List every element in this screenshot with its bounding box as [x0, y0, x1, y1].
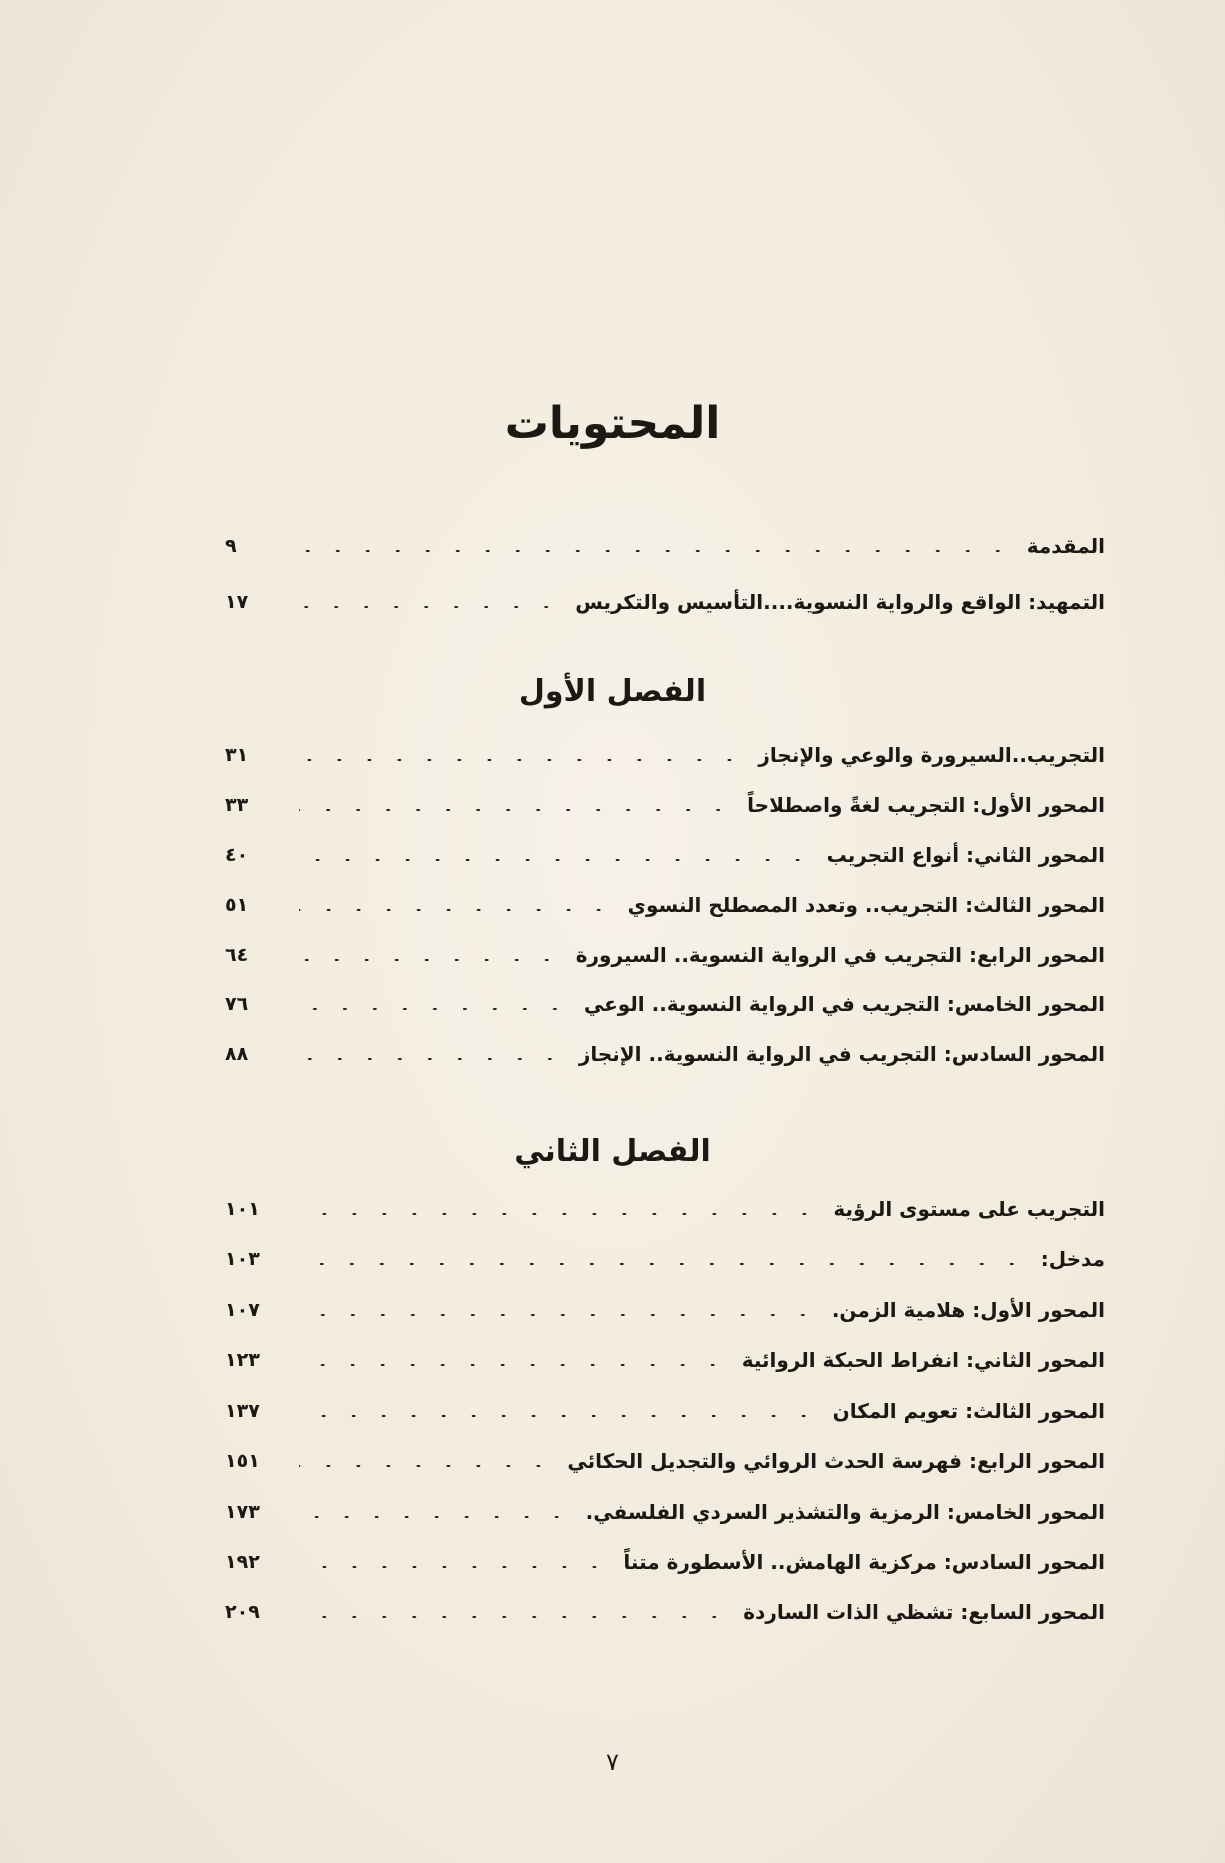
- toc-entry: [225, 1391, 1105, 1431]
- toc-page-number: ٥١: [225, 894, 249, 916]
- toc-entry-label: التمهيد: الواقع والرواية النسوية....التأسيس والتكريس: [575, 590, 1105, 614]
- toc-entry: [225, 1340, 1105, 1380]
- toc-entry-label: المحور الثالث: التجريب.. وتعدد المصطلح النسوي: [627, 893, 1105, 917]
- dot-leader: [299, 1415, 819, 1417]
- toc-entry: [225, 1542, 1105, 1582]
- dot-leader: [299, 1516, 572, 1518]
- toc-entry-label: المحور الثاني: أنواع التجريب: [826, 843, 1105, 867]
- chapter-heading: الفصل الأول: [518, 674, 707, 709]
- toc-entry: [225, 1592, 1105, 1632]
- toc-entry-label: المحور السابع: تشظي الذات الساردة: [743, 1600, 1105, 1624]
- toc-page-number: ٦٤: [225, 944, 249, 966]
- toc-page-number: ١٠٣: [225, 1248, 260, 1270]
- dot-leader: [299, 1616, 729, 1618]
- toc-entry-label: المحور الرابع: التجريب في الرواية النسوية.. السيرورة: [575, 943, 1105, 967]
- dot-leader: [299, 1314, 818, 1316]
- dot-leader: [299, 1364, 728, 1366]
- toc-page-number: ١٣٧: [225, 1400, 260, 1422]
- toc-entry-label: المحور الخامس: التجريب في الرواية النسوية.. الوعي: [583, 992, 1105, 1016]
- toc-page-number: ١٧: [225, 591, 249, 613]
- toc-entry: [225, 582, 1105, 622]
- toc-entry: [225, 1492, 1105, 1532]
- toc-entry: [225, 1441, 1105, 1481]
- dot-leader: [299, 1465, 553, 1467]
- toc-page-number: ٩: [225, 535, 237, 557]
- toc-entry: [225, 1239, 1105, 1279]
- toc-entry-label: المحور الثاني: انفراط الحبكة الروائية: [741, 1348, 1105, 1372]
- dot-leader: [299, 606, 561, 608]
- toc-page-number: ١٠٧: [225, 1299, 260, 1321]
- toc-entry-label: المحور الرابع: فهرسة الحدث الروائي والتجديل الحكائي: [567, 1449, 1105, 1473]
- toc-page-number: ٨٨: [225, 1043, 249, 1065]
- toc-page-number: ٣٣: [225, 794, 249, 816]
- toc-entry-label: التجريب..السيرورة والوعي والإنجاز: [758, 743, 1105, 767]
- dot-leader: [299, 550, 1013, 552]
- toc-entry: [225, 785, 1105, 825]
- dot-leader: [299, 1213, 819, 1215]
- toc-entry-label: المحور الثالث: تعويم المكان: [832, 1399, 1105, 1423]
- toc-page-number: ٣١: [225, 744, 249, 766]
- dot-leader: [299, 909, 614, 911]
- toc-entry-label: التجريب على مستوى الرؤية: [833, 1197, 1105, 1221]
- toc-entry: [225, 526, 1105, 566]
- dot-leader: [299, 1008, 570, 1010]
- toc-page-number: ١٠١: [225, 1198, 260, 1220]
- toc-entry: [225, 835, 1105, 875]
- dot-leader: [299, 809, 733, 811]
- toc-page-number: ١٩٢: [225, 1551, 260, 1573]
- toc-page-number: ١٢٣: [225, 1349, 260, 1371]
- toc-entry-label: مدخل:: [1040, 1247, 1105, 1271]
- toc-page-number: ٧٦: [225, 993, 249, 1015]
- toc-entry-label: المحور الأول: التجريب لغةً واصطلاحاً: [747, 793, 1105, 817]
- toc-page-number: ١٧٣: [225, 1501, 260, 1523]
- dot-leader: [299, 1566, 609, 1568]
- toc-entry: [225, 735, 1105, 775]
- dot-leader: [299, 1058, 565, 1060]
- toc-page-number: ١٥١: [225, 1450, 260, 1472]
- dot-leader: [299, 1263, 1027, 1265]
- toc-entry: [225, 885, 1105, 925]
- toc-entry-label: المحور الأول: هلامية الزمن.: [831, 1298, 1105, 1322]
- toc-entry-label: المحور السادس: التجريب في الرواية النسوية.. الإنجاز: [578, 1042, 1105, 1066]
- toc-entry: [225, 1290, 1105, 1330]
- dot-leader: [299, 759, 744, 761]
- toc-entry: [225, 935, 1105, 975]
- toc-entry: [225, 984, 1105, 1024]
- dot-leader: [299, 959, 562, 961]
- page-title: المحتويات: [504, 398, 721, 449]
- toc-entry-label: المحور الخامس: الرمزية والتشذير السردي الفلسفي.: [585, 1500, 1105, 1524]
- page-number: ٧: [606, 1748, 619, 1776]
- dot-leader: [299, 859, 813, 861]
- chapter-heading: الفصل الثاني: [514, 1134, 711, 1169]
- toc-entry: [225, 1189, 1105, 1229]
- toc-entry-label: المقدمة: [1026, 534, 1105, 558]
- toc-page-number: ٢٠٩: [225, 1601, 260, 1623]
- toc-entry-label: المحور السادس: مركزية الهامش.. الأسطورة متناً: [623, 1550, 1105, 1574]
- toc-entry: [225, 1034, 1105, 1074]
- toc-page-number: ٤٠: [225, 844, 249, 866]
